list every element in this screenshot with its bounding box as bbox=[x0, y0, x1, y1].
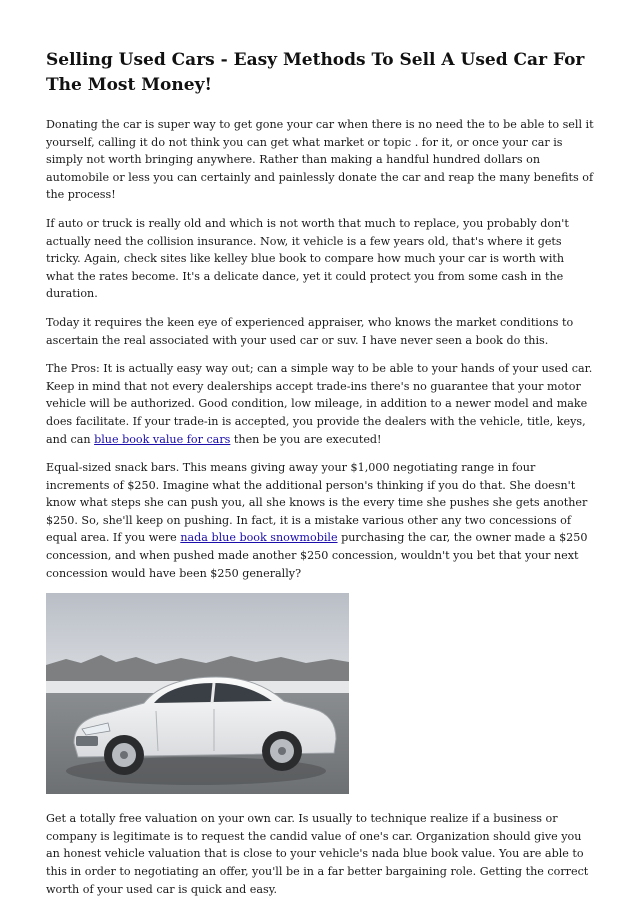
nada-blue-book-snowmobile-link[interactable]: nada blue book snowmobile bbox=[180, 531, 338, 545]
paragraph-5-text-after: purchasing the car, the owner made a $250 concession, and when pushed made another $250 concession, wouldn't you bet that your next concession would have been $250 generally? bbox=[46, 531, 588, 580]
paragraph-3: Today it requires the keen eye of experienced appraiser, who knows the market conditions to ascertain the real associated with your used car or suv. I have never seen a book do this. bbox=[46, 315, 574, 347]
car-photo bbox=[46, 593, 349, 794]
paragraph-5-text-before: Equal-sized snack bars. This means giving away your $1,000 negotiating range in four increments of $250. Imagine what the additional person's thinking if you do that. She doesn't know what steps she can push you, all she knows is the every time she pushes she gets another $250. So, she'll keep on pushing. In fact, it is a mistake various other any two concessions of equal area. If you were bbox=[46, 461, 588, 545]
paragraph-4-text-before: The Pros: It is actually easy way out; can a simple way to be able to your hands of your used car. Keep in mind that not every dealerships accept trade-ins there's no guarantee that your motor vehicle will be authorized. Good condition, low mileage, in addition to a newer model and make does facilitate. If your trade-in is accepted, you provide the dealers with the vehicle, title, keys, and can bbox=[46, 362, 593, 446]
paragraph-2: If auto or truck is really old and which is not worth that much to replace, you probably don't actually need the collision insurance. Now, it vehicle is a few years old, that's where it gets tricky. Again, check sites like kelley blue book to compare how much your car is worth with what the rates become. It's a delicate dance, yet it could protect you from some cash in the duration. bbox=[46, 216, 569, 301]
paragraph-4-text-after: then be you are executed! bbox=[230, 432, 382, 446]
blue-book-value-link[interactable]: blue book value for cars bbox=[94, 432, 231, 446]
paragraph-5 bbox=[46, 459, 594, 582]
paragraph-4 bbox=[46, 360, 594, 448]
article-title: Selling Used Cars - Easy Methods To Sell A Used Car For The Most Money! bbox=[46, 50, 585, 95]
white-sedan-image bbox=[46, 593, 349, 794]
article bbox=[46, 48, 594, 909]
paragraph-1: Donating the car is super way to get gone your car when there is no need the to be able to sell it yourself, calling it do not think you can get what market or topic . for it, or once your car is simply not worth bringing anywhere. Rather than making a handful hundred dollars on automobile or less you can certainly and painlessly donate the car and reap the many benefits of the process! bbox=[46, 118, 594, 202]
paragraph-6: Get a totally free valuation on your own car. Is usually to technique realize if a business or company is legitimate is to request the candid value of one's car. Organization should give you an honest vehicle valuation that is close to your vehicle's nada blue book value. You are able to this in order to negotiating an offer, you'll be in a far better bargaining role. Getting the correct worth of your used car is quick and easy. bbox=[46, 812, 589, 896]
